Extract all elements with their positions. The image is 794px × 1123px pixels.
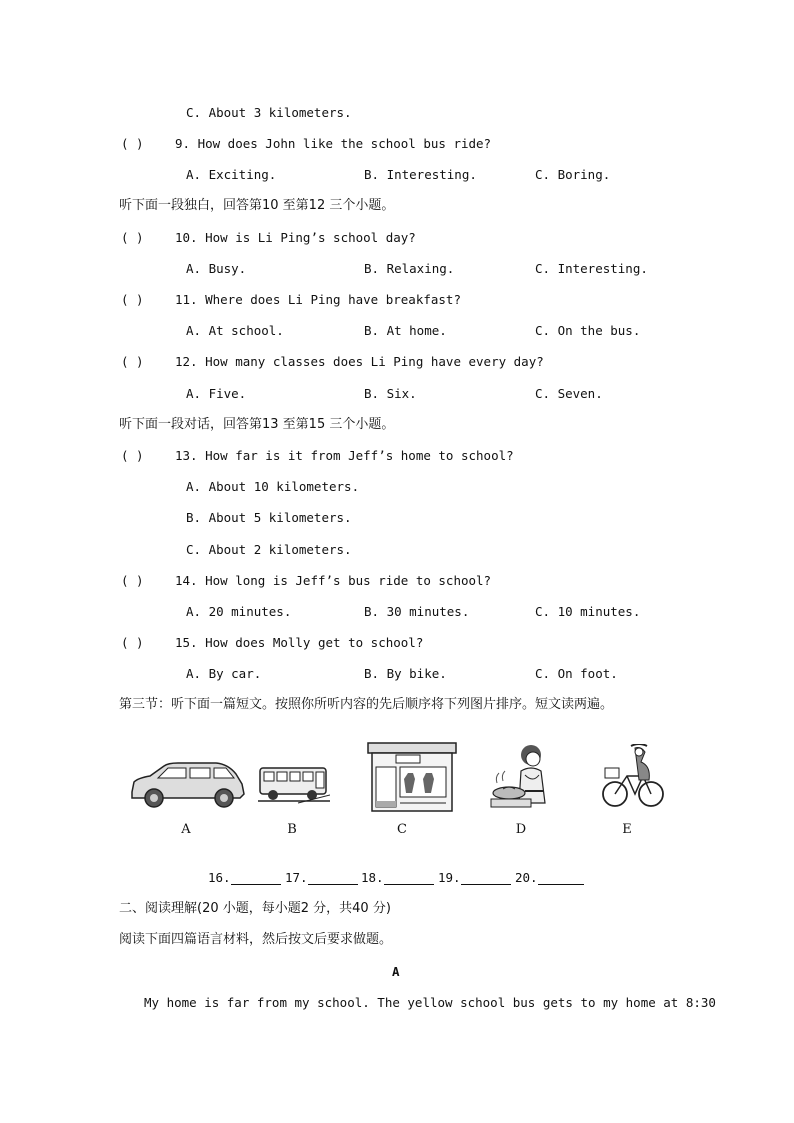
q10-option-a: A. Busy. [186, 261, 247, 276]
cooking-woman-icon [489, 743, 557, 809]
car-icon [128, 758, 248, 810]
q13-option-b: B. About 5 kilometers. [186, 510, 352, 525]
picture-label-a: A [181, 822, 191, 837]
answer-number-19: 19. [438, 870, 461, 885]
question-12: 12. How many classes does Li Ping have every day? [175, 354, 544, 369]
q13-option-a: A. About 10 kilometers. [186, 479, 360, 494]
q10-option-c: C. Interesting. [535, 261, 648, 276]
bus-icon [258, 764, 330, 804]
answer-paren-13[interactable]: ( ) [121, 448, 144, 463]
q9-option-a: A. Exciting. [186, 167, 277, 182]
question-11: 11. Where does Li Ping have breakfast? [175, 292, 461, 307]
answer-paren-15[interactable]: ( ) [121, 635, 144, 650]
q12-option-b: B. Six. [364, 386, 417, 401]
q15-option-c: C. On foot. [535, 666, 618, 681]
q14-option-c: C. 10 minutes. [535, 604, 641, 619]
passage-a-heading: A [392, 964, 400, 979]
part-2-title: 二、阅读理解(20 小题，每小题2 分，共40 分) [119, 901, 391, 916]
q9-option-b: B. Interesting. [364, 167, 477, 182]
answer-paren-14[interactable]: ( ) [121, 573, 144, 588]
answer-paren-11[interactable]: ( ) [121, 292, 144, 307]
answer-paren-9[interactable]: ( ) [121, 136, 144, 151]
answer-number-20: 20. [515, 870, 538, 885]
answer-blank-18[interactable] [361, 870, 434, 885]
answer-number-16: 16. [208, 870, 231, 885]
part-2-instruction: 阅读下面四篇语言材料，然后按文后要求做题。 [119, 932, 393, 947]
answer-number-17: 17. [285, 870, 308, 885]
question-15: 15. How does Molly get to school? [175, 635, 424, 650]
q14-option-a: A. 20 minutes. [186, 604, 292, 619]
q12-option-a: A. Five. [186, 386, 247, 401]
answer-blank-20[interactable] [515, 870, 584, 885]
picture-label-c: C [397, 822, 407, 837]
q10-option-b: B. Relaxing. [364, 261, 455, 276]
q9-option-c: C. Boring. [535, 167, 611, 182]
picture-label-b: B [287, 822, 297, 837]
q14-option-b: B. 30 minutes. [364, 604, 470, 619]
q15-option-a: A. By car. [186, 666, 262, 681]
question-13: 13. How far is it from Jeff’s home to school? [175, 448, 514, 463]
question-10: 10. How is Li Ping’s school day? [175, 230, 416, 245]
bicycle-icon [601, 744, 667, 810]
picture-label-e: E [622, 822, 632, 837]
q11-option-a: A. At school. [186, 323, 284, 338]
q15-option-b: B. By bike. [364, 666, 447, 681]
section-3-instruction: 第三节：听下面一篇短文。按照你所听内容的先后顺序将下列图片排序。短文读两遍。 [119, 697, 614, 712]
answer-paren-12[interactable]: ( ) [121, 354, 144, 369]
q13-option-c: C. About 2 kilometers. [186, 542, 352, 557]
question-14: 14. How long is Jeff’s bus ride to school? [175, 573, 492, 588]
answer-blank-19[interactable] [438, 870, 511, 885]
answer-blank-17[interactable] [285, 870, 358, 885]
question-9: 9. How does John like the school bus ride? [175, 136, 492, 151]
instruction-10-12: 听下面一段独白，回答第10 至第12 三个小题。 [119, 198, 395, 213]
passage-a-text: My home is far from my school. The yellow school bus gets to my home at 8:30 [144, 995, 716, 1010]
instruction-13-15: 听下面一段对话，回答第13 至第15 三个小题。 [119, 417, 395, 432]
q8-option-c: C. About 3 kilometers. [186, 105, 352, 120]
q11-option-c: C. On the bus. [535, 323, 641, 338]
answer-paren-10[interactable]: ( ) [121, 230, 144, 245]
q12-option-c: C. Seven. [535, 386, 603, 401]
answer-number-18: 18. [361, 870, 384, 885]
answer-blank-16[interactable] [208, 870, 281, 885]
q11-option-b: B. At home. [364, 323, 447, 338]
picture-label-d: D [515, 822, 527, 837]
shop-icon [366, 741, 458, 813]
